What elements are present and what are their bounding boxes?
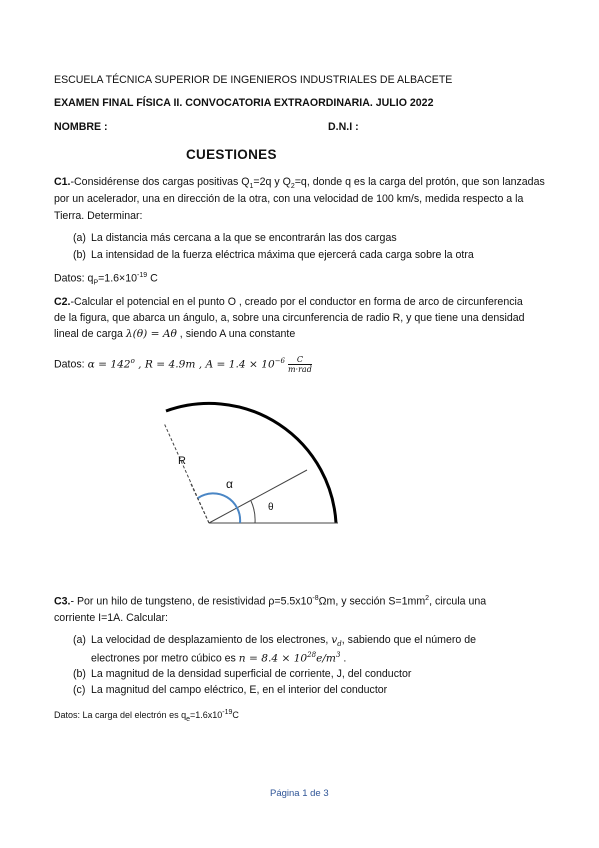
dni-label: D.N.I : <box>328 121 359 133</box>
c3-item-b-marker: (b) <box>73 668 86 680</box>
unit-fraction: $\frac{C}{\text{m·rad}}$ <box>287 355 312 374</box>
theta-label: θ <box>268 502 274 513</box>
c1-line2: por un acelerador, una en dirección de la otra, con una velocidad de 100 km/s, medida respecto a la <box>54 193 524 205</box>
section-title: CUESTIONES <box>186 147 277 162</box>
c3-item-c-marker: (c) <box>73 684 86 696</box>
charged-arc <box>166 403 336 523</box>
theta-angle-arc <box>251 501 255 523</box>
c3-line1: C3.- Por un hilo de tungsteno, de resistividad $\rho=5.5x10^{-8}\Omega m$, y sección $S=1mm^2$, circula una <box>54 595 487 608</box>
c1-line3: Tierra. Determinar: <box>54 210 143 222</box>
c2-label: C2. <box>54 296 71 308</box>
radius-label: R <box>178 455 186 467</box>
school-name: ESCUELA TÉCNICA SUPERIOR DE INGENIEROS INDUSTRIALES DE ALBACETE <box>54 74 453 86</box>
c3-line2: corriente I=1A. Calcular: <box>54 612 168 624</box>
c1-item-a-marker: (a) <box>73 232 86 244</box>
alpha-angle-arc <box>198 493 240 523</box>
arc-figure <box>140 395 350 535</box>
c3-item-a-cont: electrones por metro cúbico es $n = 8.4 \times 10^{28}e/m^3$ . <box>91 651 347 665</box>
c3-label: C3. <box>54 595 71 608</box>
c3-item-a-marker: (a) <box>73 634 86 646</box>
c1-datos: Datos: $q_P=1.6\times 10^{-19}$ C <box>54 272 158 287</box>
c2-line1: C2.-Calcular el potencial en el punto O , creado por el conductor en forma de arco de circunferencia <box>54 296 523 308</box>
page-number: Página 1 de 3 <box>270 788 329 799</box>
c3-item-a: La velocidad de desplazamiento de los electrones, $v_d$, sabiendo que el número de <box>91 634 477 649</box>
name-label: NOMBRE : <box>54 121 108 133</box>
c3-datos: Datos: La carga del electrón es $q_e=1.6x10^{-19}C$ <box>54 709 239 723</box>
exam-title: EXAMEN FINAL FÍSICA II. CONVOCATORIA EXTRAORDINARIA. JULIO 2022 <box>54 97 434 109</box>
c2-datos: Datos: $\alpha = 142^o$ , R = 4.9m , $A = 1.4 \times 10^{-6}$ $\frac{C}{\text{m·rad}}$ <box>54 355 312 374</box>
c1-item-b-marker: (b) <box>73 249 86 261</box>
c3-item-c: La magnitud del campo eléctrico, E, en el interior del conductor <box>91 684 388 696</box>
c1-line1: C1.-Considérense dos cargas positivas $Q_1=2q$ y $Q_2=q$, donde q es la carga del protón, que son lanzadas <box>54 176 545 191</box>
c3-item-b: La magnitud de la densidad superficial de corriente, J, del conductor <box>91 668 412 680</box>
c1-label: C1. <box>54 176 71 188</box>
c1-item-a: La distancia más cercana a la que se encontrarán las dos cargas <box>91 232 397 244</box>
c1-item-b: La intensidad de la fuerza eléctrica máxima que ejercerá cada carga sobre la otra <box>91 249 474 261</box>
c2-line3: lineal de carga λ(θ) = Aθ , siendo A una constante <box>54 328 296 340</box>
alpha-label: α <box>226 477 233 491</box>
c2-line2: de la figura, que abarca un ángulo, a, sobre una circunferencia de radio R, y que tiene una densidad <box>54 312 525 324</box>
alpha-start-ray <box>190 482 209 523</box>
